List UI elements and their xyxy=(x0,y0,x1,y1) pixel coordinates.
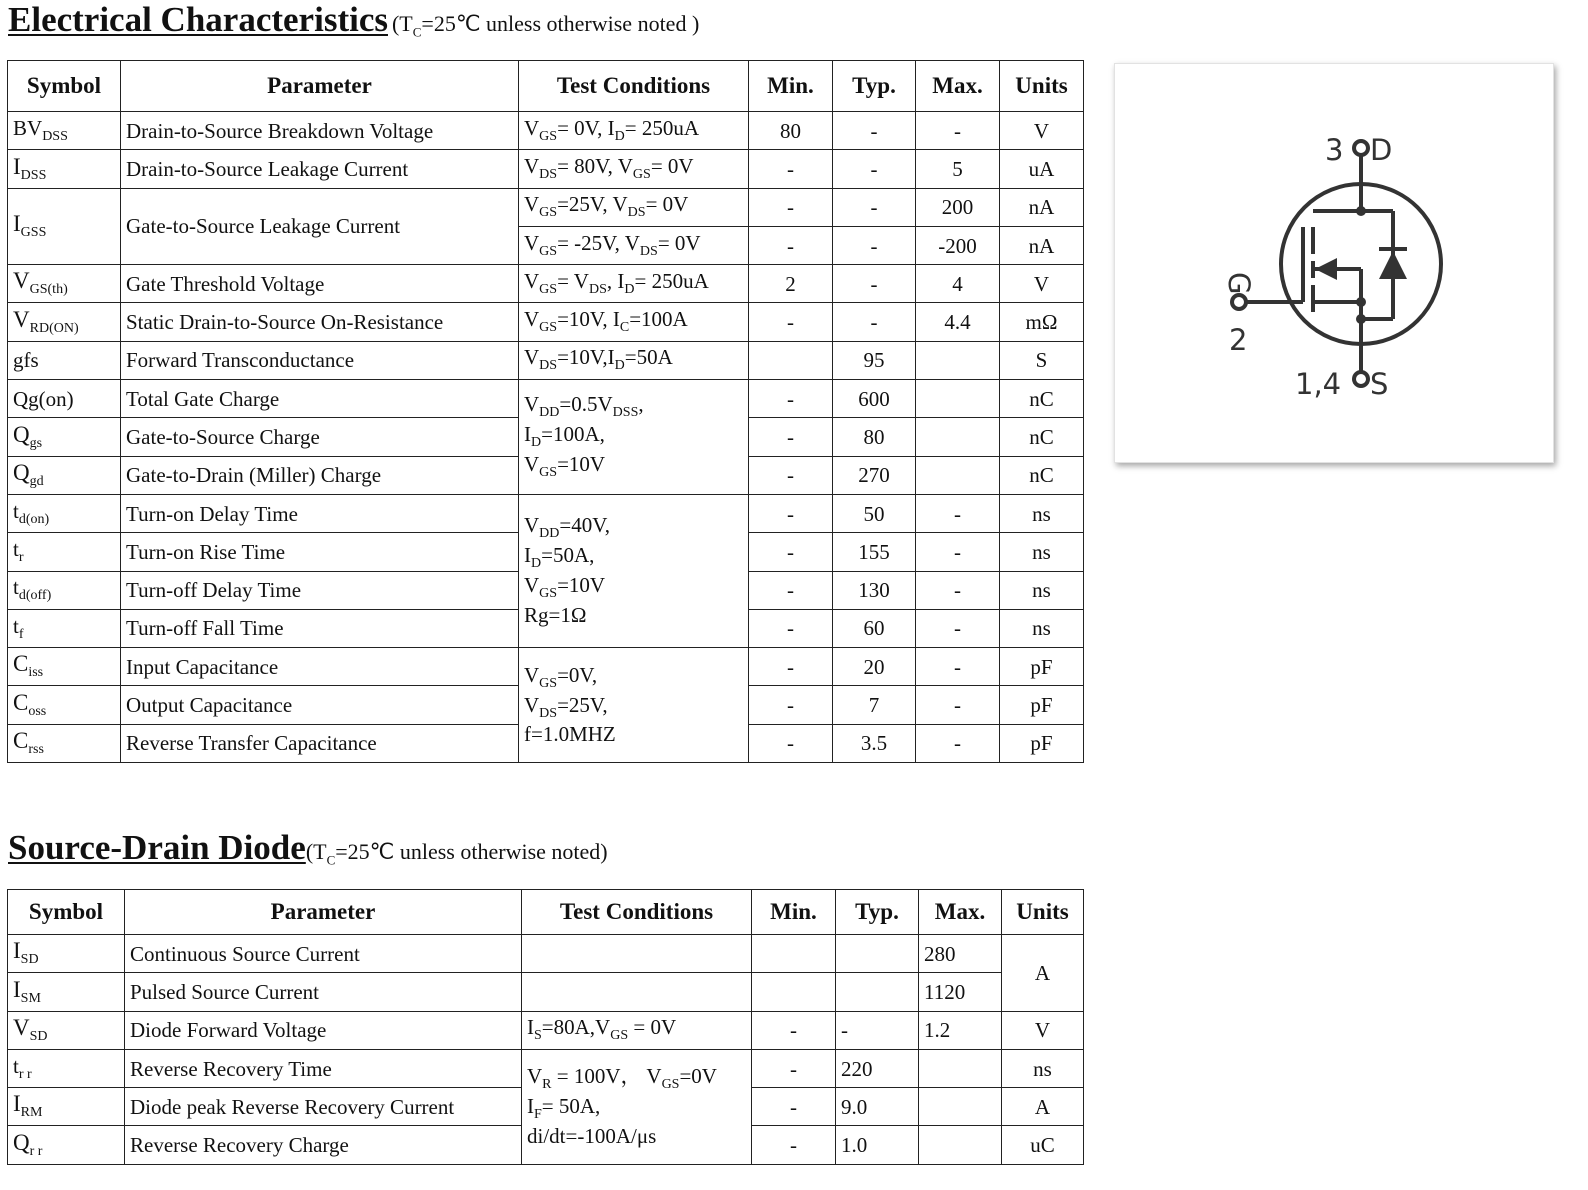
header-test-conditions: Test Conditions xyxy=(522,890,752,935)
max-cell: -200 xyxy=(916,226,1000,264)
min-cell: - xyxy=(749,648,833,686)
max-cell: - xyxy=(916,571,1000,609)
symbol-subscript: DSS xyxy=(42,128,68,144)
table-header-row xyxy=(8,61,1084,112)
test-conditions-cell: $V_{DD}=40V$, $I_D=50A$, $V_{GS}=10V$ Rg=1Ω xyxy=(519,494,749,647)
table-row xyxy=(8,1011,1084,1049)
max-cell: 1120 xyxy=(919,973,1002,1011)
parameter-cell: Pulsed Source Current xyxy=(125,973,522,1011)
min-cell: - xyxy=(749,533,833,571)
typ-cell: 220 xyxy=(836,1049,919,1087)
drain-pin-letter: D xyxy=(1370,133,1393,167)
symbol-subscript: gd xyxy=(29,474,44,490)
units-cell: nC xyxy=(1000,380,1084,418)
units-cell: A xyxy=(1002,935,1084,1012)
parameter-cell: Turn-off Fall Time xyxy=(121,609,519,647)
diode-title xyxy=(8,828,608,868)
test-conditions-cell: $V_R = 100V$， $V_{GS}=0V$ $I_F= 50A$, di/dt=-100A/μs xyxy=(522,1049,752,1164)
max-cell xyxy=(919,1049,1002,1087)
min-cell xyxy=(752,973,836,1011)
parameter-cell: Reverse Transfer Capacitance xyxy=(121,724,519,762)
units-cell: nC xyxy=(1000,418,1084,456)
max-cell: 1.2 xyxy=(919,1011,1002,1049)
units-cell: nA xyxy=(1000,188,1084,226)
units-cell: pF xyxy=(1000,686,1084,724)
header-typ: Typ. xyxy=(833,61,916,112)
test-conditions-cell: $V_{DS}= 80V$, $V_{GS}= 0V$ xyxy=(519,150,749,188)
typ-cell: 130 xyxy=(833,571,916,609)
min-cell: - xyxy=(749,150,833,188)
parameter-cell: Gate-to-Source Leakage Current xyxy=(121,188,519,265)
table-row xyxy=(8,265,1084,303)
symbol-main: V xyxy=(13,306,30,332)
symbol-main: I xyxy=(13,1091,21,1117)
min-cell: 2 xyxy=(749,265,833,303)
units-cell: uC xyxy=(1002,1126,1084,1164)
symbol-cell xyxy=(8,648,121,686)
units-cell: mΩ xyxy=(1000,303,1084,341)
symbol-cell xyxy=(8,609,121,647)
symbol-main: C xyxy=(13,689,29,715)
typ-cell xyxy=(836,935,919,973)
symbol-main: t xyxy=(13,613,19,638)
symbol-main: C xyxy=(13,651,29,677)
parameter-cell: Drain-to-Source Breakdown Voltage xyxy=(121,112,519,150)
table-row xyxy=(8,494,1084,532)
parameter-cell: Turn-off Delay Time xyxy=(121,571,519,609)
min-cell: - xyxy=(752,1049,836,1087)
typ-cell: 80 xyxy=(833,418,916,456)
test-conditions-cell xyxy=(522,973,752,1011)
parameter-cell: Input Capacitance xyxy=(121,648,519,686)
units-cell: ns xyxy=(1000,494,1084,532)
parameter-cell: Static Drain-to-Source On-Resistance xyxy=(121,303,519,341)
max-cell: - xyxy=(916,112,1000,150)
max-cell: - xyxy=(916,494,1000,532)
symbol-subscript: gs xyxy=(29,435,43,451)
parameter-cell: Diode peak Reverse Recovery Current xyxy=(125,1088,522,1126)
header-units: Units xyxy=(1002,890,1084,935)
diode-title-note: ($T_C=25℃$ unless otherwise noted) xyxy=(305,839,608,868)
max-cell xyxy=(919,1126,1002,1164)
max-cell: 5 xyxy=(916,150,1000,188)
source-pin-letter: S xyxy=(1370,367,1389,401)
parameter-cell: Turn-on Delay Time xyxy=(121,494,519,532)
units-cell: V xyxy=(1000,112,1084,150)
min-cell: - xyxy=(749,571,833,609)
parameter-cell: Turn-on Rise Time xyxy=(121,533,519,571)
min-cell: - xyxy=(752,1011,836,1049)
max-cell: - xyxy=(916,533,1000,571)
symbol-main: I xyxy=(13,938,21,964)
symbol-cell xyxy=(8,150,121,188)
table-row xyxy=(8,341,1084,379)
min-cell: - xyxy=(749,609,833,647)
parameter-cell: Drain-to-Source Leakage Current xyxy=(121,150,519,188)
symbol-subscript: SD xyxy=(29,1028,48,1044)
typ-cell: - xyxy=(836,1011,919,1049)
table-row xyxy=(8,1049,1084,1087)
max-cell: 4 xyxy=(916,265,1000,303)
mosfet-symbol-panel xyxy=(1114,63,1554,463)
symbol-subscript: f xyxy=(18,626,24,642)
header-parameter: Parameter xyxy=(125,890,522,935)
typ-cell: - xyxy=(833,150,916,188)
symbol-cell xyxy=(8,188,121,265)
symbol-main: t xyxy=(13,498,19,523)
table-row xyxy=(8,150,1084,188)
units-cell: uA xyxy=(1000,150,1084,188)
header-min: Min. xyxy=(749,61,833,112)
source-drain-diode-table xyxy=(7,889,1084,1165)
min-cell: - xyxy=(749,303,833,341)
header-min: Min. xyxy=(752,890,836,935)
min-cell: - xyxy=(749,724,833,762)
max-cell: 280 xyxy=(919,935,1002,973)
symbol-cell xyxy=(8,341,121,379)
header-units: Units xyxy=(1000,61,1084,112)
header-symbol: Symbol xyxy=(8,890,125,935)
min-cell: - xyxy=(749,380,833,418)
max-cell: - xyxy=(916,609,1000,647)
min-cell xyxy=(749,341,833,379)
typ-cell xyxy=(836,973,919,1011)
max-cell xyxy=(919,1088,1002,1126)
symbol-cell xyxy=(8,935,125,973)
table-row xyxy=(8,380,1084,418)
units-cell: nC xyxy=(1000,456,1084,494)
max-cell: - xyxy=(916,686,1000,724)
max-cell xyxy=(916,456,1000,494)
symbol-subscript: RD(ON) xyxy=(29,320,79,336)
symbol-main: t xyxy=(13,575,19,600)
symbol-cell xyxy=(8,1088,125,1126)
symbol-cell xyxy=(8,1011,125,1049)
max-cell: - xyxy=(916,648,1000,686)
table-row xyxy=(8,935,1084,973)
table-header-row xyxy=(8,890,1084,935)
mosfet-schematic-icon xyxy=(1115,64,1553,462)
parameter-cell: Gate-to-Source Charge xyxy=(121,418,519,456)
typ-cell: - xyxy=(833,188,916,226)
test-conditions-cell: $V_{DS}=10V,I_D=50A$ xyxy=(519,341,749,379)
typ-cell: 3.5 xyxy=(833,724,916,762)
max-cell xyxy=(916,418,1000,456)
header-test-conditions: Test Conditions xyxy=(519,61,749,112)
symbol-cell xyxy=(8,533,121,571)
symbol-main: V xyxy=(13,268,30,294)
drain-pin-number: 3 xyxy=(1325,133,1344,167)
symbol-subscript: r r xyxy=(18,1066,32,1082)
diode-title-text: Source-Drain Diode xyxy=(8,828,306,867)
max-cell: - xyxy=(916,724,1000,762)
parameter-cell: Reverse Recovery Time xyxy=(125,1049,522,1087)
symbol-cell xyxy=(8,303,121,341)
min-cell: - xyxy=(749,456,833,494)
parameter-cell: Reverse Recovery Charge xyxy=(125,1126,522,1164)
test-conditions-cell: $V_{GS}=0V$, $V_{DS}=25V$, f=1.0MHZ xyxy=(519,648,749,763)
electrical-title xyxy=(8,0,699,40)
symbol-subscript: GSS xyxy=(20,225,47,241)
symbol-main: V xyxy=(13,1014,30,1040)
units-cell: S xyxy=(1000,341,1084,379)
symbol-main: Qg(on) xyxy=(13,386,74,411)
symbol-subscript: RM xyxy=(20,1105,43,1121)
symbol-cell xyxy=(8,1049,125,1087)
symbol-cell xyxy=(8,380,121,418)
typ-cell: - xyxy=(833,303,916,341)
symbol-cell xyxy=(8,571,121,609)
test-conditions-cell: $V_{GS}= 0V$, $I_D= 250uA$ xyxy=(519,112,749,150)
symbol-subscript: r r xyxy=(29,1143,43,1159)
symbol-main: Q xyxy=(13,459,30,485)
symbol-main: I xyxy=(13,210,21,236)
table-row xyxy=(8,303,1084,341)
symbol-subscript: rss xyxy=(28,742,44,758)
electrical-characteristics-table xyxy=(7,60,1084,763)
header-typ: Typ. xyxy=(836,890,919,935)
test-conditions-cell: $V_{GS}=10V$, $I_C=100A$ xyxy=(519,303,749,341)
max-cell: 200 xyxy=(916,188,1000,226)
table-row xyxy=(8,188,1084,226)
symbol-cell xyxy=(8,494,121,532)
test-conditions-cell xyxy=(522,935,752,973)
table-row xyxy=(8,112,1084,150)
typ-cell: - xyxy=(833,265,916,303)
test-conditions-cell: $V_{DD}=0.5V_{DSS}$, $I_D=100A$, $V_{GS}=10V$ xyxy=(519,380,749,495)
min-cell: 80 xyxy=(749,112,833,150)
symbol-main: t xyxy=(13,1053,19,1078)
typ-cell: 155 xyxy=(833,533,916,571)
min-cell: - xyxy=(749,226,833,264)
gate-pin-number: 2 xyxy=(1229,323,1248,357)
max-cell xyxy=(916,380,1000,418)
symbol-cell xyxy=(8,973,125,1011)
units-cell: A xyxy=(1002,1088,1084,1126)
symbol-subscript: SM xyxy=(20,990,41,1006)
header-max: Max. xyxy=(919,890,1002,935)
symbol-main: BV xyxy=(13,115,43,140)
units-cell: V xyxy=(1000,265,1084,303)
source-pin-number: 1,4 xyxy=(1295,367,1342,401)
typ-cell: 9.0 xyxy=(836,1088,919,1126)
symbol-cell xyxy=(8,456,121,494)
symbol-main: gfs xyxy=(13,348,39,373)
symbol-main: I xyxy=(13,153,21,179)
symbol-subscript: GS(th) xyxy=(29,282,68,298)
electrical-table-body xyxy=(8,112,1084,763)
symbol-main: Q xyxy=(13,421,30,447)
min-cell: - xyxy=(749,494,833,532)
header-max: Max. xyxy=(916,61,1000,112)
symbol-cell xyxy=(8,112,121,150)
symbol-cell xyxy=(8,724,121,762)
symbol-cell xyxy=(8,1126,125,1164)
min-cell: - xyxy=(752,1126,836,1164)
units-cell: ns xyxy=(1002,1049,1084,1087)
typ-cell: 60 xyxy=(833,609,916,647)
symbol-subscript: d(on) xyxy=(18,511,50,527)
typ-cell: - xyxy=(833,112,916,150)
parameter-cell: Gate Threshold Voltage xyxy=(121,265,519,303)
electrical-title-text: Electrical Characteristics xyxy=(8,0,388,39)
parameter-cell: Forward Transconductance xyxy=(121,341,519,379)
min-cell: - xyxy=(749,418,833,456)
typ-cell: 270 xyxy=(833,456,916,494)
test-conditions-cell: $V_{GS}= -25V$, $V_{DS}= 0V$ xyxy=(519,226,749,264)
parameter-cell: Total Gate Charge xyxy=(121,380,519,418)
max-cell: 4.4 xyxy=(916,303,1000,341)
table-row xyxy=(8,973,1084,1011)
units-cell: pF xyxy=(1000,724,1084,762)
parameter-cell: Diode Forward Voltage xyxy=(125,1011,522,1049)
header-parameter: Parameter xyxy=(121,61,519,112)
min-cell xyxy=(752,935,836,973)
test-conditions-cell: $I_S=80A,V_{GS} = 0V$ xyxy=(522,1011,752,1049)
units-cell: V xyxy=(1002,1011,1084,1049)
symbol-main: C xyxy=(13,727,29,753)
symbol-main: Q xyxy=(13,1129,30,1155)
units-cell: ns xyxy=(1000,609,1084,647)
parameter-cell: Gate-to-Drain (Miller) Charge xyxy=(121,456,519,494)
symbol-cell xyxy=(8,265,121,303)
symbol-subscript: r xyxy=(18,550,24,566)
symbol-main: t xyxy=(13,536,19,561)
electrical-title-note: ($T_C=25℃$ unless otherwise noted ) xyxy=(391,11,700,40)
symbol-subscript: oss xyxy=(28,703,47,719)
typ-cell: 600 xyxy=(833,380,916,418)
gate-pin-letter: G xyxy=(1222,272,1256,295)
parameter-cell: Output Capacitance xyxy=(121,686,519,724)
min-cell: - xyxy=(752,1088,836,1126)
typ-cell: 50 xyxy=(833,494,916,532)
header-symbol: Symbol xyxy=(8,61,121,112)
symbol-subscript: iss xyxy=(28,665,44,681)
symbol-subscript: SD xyxy=(20,952,39,968)
symbol-subscript: DSS xyxy=(20,167,47,183)
symbol-subscript: d(off) xyxy=(18,588,52,604)
parameter-cell: Continuous Source Current xyxy=(125,935,522,973)
table-row xyxy=(8,648,1084,686)
diode-table-body xyxy=(8,935,1084,1165)
min-cell: - xyxy=(749,686,833,724)
min-cell: - xyxy=(749,188,833,226)
typ-cell: 1.0 xyxy=(836,1126,919,1164)
symbol-main: I xyxy=(13,976,21,1002)
typ-cell: 20 xyxy=(833,648,916,686)
test-conditions-cell: $V_{GS}= V_{DS}$, $I_D= 250uA$ xyxy=(519,265,749,303)
units-cell: nA xyxy=(1000,226,1084,264)
typ-cell: - xyxy=(833,226,916,264)
symbol-cell xyxy=(8,686,121,724)
units-cell: pF xyxy=(1000,648,1084,686)
max-cell xyxy=(916,341,1000,379)
symbol-cell xyxy=(8,418,121,456)
typ-cell: 95 xyxy=(833,341,916,379)
typ-cell: 7 xyxy=(833,686,916,724)
test-conditions-cell: $V_{GS}=25V$, $V_{DS}= 0V$ xyxy=(519,188,749,226)
units-cell: ns xyxy=(1000,533,1084,571)
units-cell: ns xyxy=(1000,571,1084,609)
